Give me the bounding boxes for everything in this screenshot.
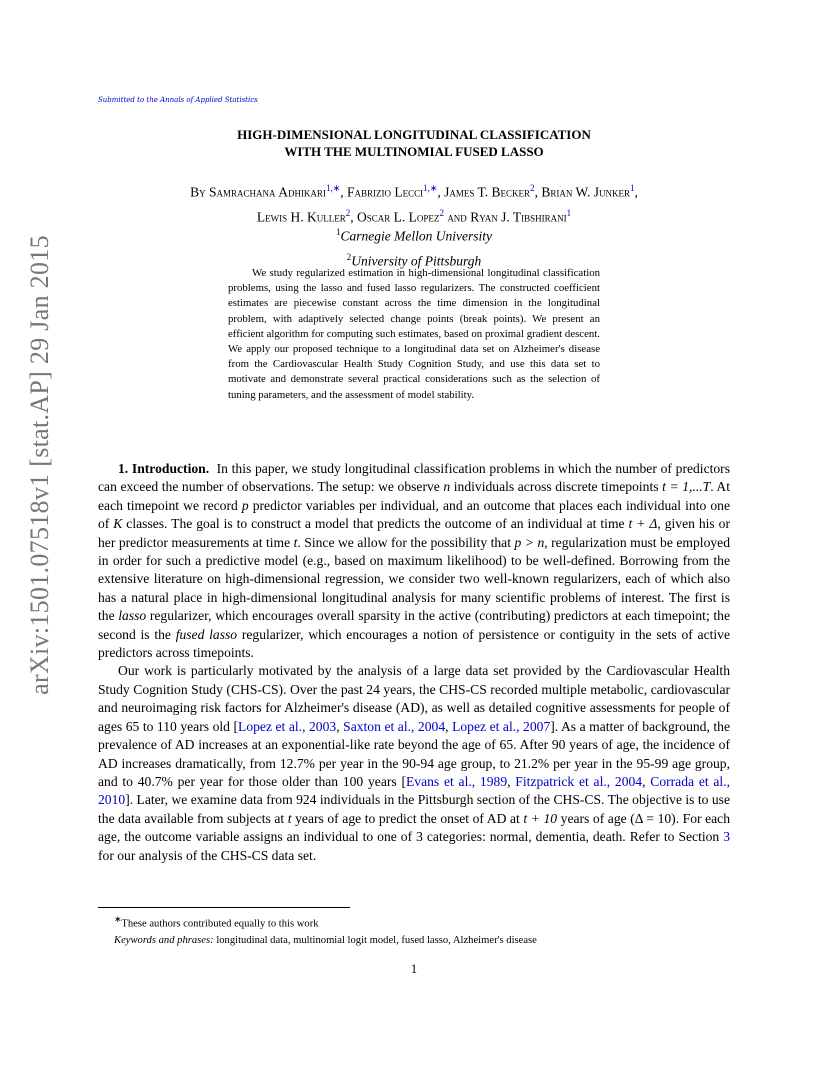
section-heading: 1. Introduction. — [118, 461, 210, 476]
footnote-rule — [98, 907, 350, 908]
author-affil-mark[interactable]: 1,∗ — [423, 183, 438, 193]
paper-title — [98, 126, 730, 160]
author-name: Samrachana Adhikari — [209, 184, 326, 200]
citation-link[interactable]: Fitzpatrick et al., 2004 — [515, 773, 643, 789]
and-label: and — [447, 209, 467, 224]
author-name: Oscar L. Lopez — [357, 209, 440, 224]
citation-link[interactable]: Lopez et al., 2003 — [238, 718, 337, 734]
intro-section — [98, 460, 730, 865]
author-name: James T. Becker — [444, 184, 531, 200]
citation-link[interactable]: Corrada et al., 2010 — [98, 773, 730, 808]
submitted-note[interactable]: Submitted to the Annals of Applied Statistics — [98, 96, 258, 104]
arxiv-id[interactable]: arXiv:1501.07518v1 [stat.AP] 29 Jan 2015 — [25, 235, 54, 695]
author-affil-mark[interactable]: 1 — [566, 207, 572, 218]
intro-paragraph-2: Our work is particularly motivated by the analysis of a large data set provided by the Cardiovascular Health Study Cognition Study (CHS-CS). Over the past 24 years, the CHS-CS recorded multiple metabolic, cardiovascular and neuroimaging risk factors for Alzheimer's disease (AD), as well as detailed cognitive assessments for people of ages 65 to 110 years old [Lopez et al., 2003, Saxton et al., 2004, Lopez et al., 2007]. As a matter of background, the prevalence of AD increases at an exponential-like rate beyond the age of 65. After 90 years of age, the incidence of AD increases dramatically, from 12.7% per year in the 90-94 age group, to 21.2% per year in the 95-99 age group, and to 40.7% per year for those older than 100 years [Evans et al., 1989, Fitzpatrick et al., 2004, Corrada et al., 2010]. Later, we examine data from 924 individuals in the Pittsburgh section of the CHS-CS. The objective is to use the data available from subjects at t years of age to predict the onset of AD at t + 10 years of age (Δ = 10). For each age, the outcome variable assigns an individual to one of 3 categories: normal, dementia, death. Refer to Section 3 for our analysis of the CHS-CS data set. — [98, 663, 731, 863]
affiliation-2: $^2$University of Pittsburgh — [346, 251, 482, 268]
intro-paragraph-1: 1. Introduction. In this paper, we study longitudinal classification problems in which the number of predictors can exceed the number of observations. The setup: we observe n individuals across discrete timepoints t = 1,...T. At each timepoint we record p predictor variables per individual, and an outcome that places each individual into one of K classes. The goal is to construct a model that predicts the outcome of an individual at time t + Δ, given his or her predictor measurements at time t. Since we allow for the possibility that p > n, regularization must be employed in order for such a predictive model (e.g., based on maximum likelihood) to be well-defined. Borrowing from the extensive literature on high-dimensional regression, we consider two well-known regularizers, each of which also has a natural place in high-dimensional longitudinal analysis for many scientific problems of interest. The first is the lasso regularizer, which encourages overall sparsity in the active (contributing) predictors at each timepoint; the second is the fused lasso regularizer, which encourages a notion of persistence or contiguity in the sets of active predictors across timepoints. — [98, 461, 731, 661]
citation-link[interactable]: Lopez et al., 2007 — [452, 718, 551, 734]
author-affil-mark[interactable]: 1,∗ — [325, 183, 341, 193]
author-list: By Samrachana Adhikari$^{1,∗}$, Fabrizio Lecci$^{1,∗}$, James T. Becker$^2$, Brian W. Junker$^1$, Lewis H. Kuller$^2$, Oscar L. Lopez$^2$ and Ryan J. Tibshirani$^1$ — [190, 183, 638, 224]
section-link[interactable]: 3 — [723, 829, 730, 845]
title-line-2: WITH THE MULTINOMIAL FUSED LASSO — [284, 144, 544, 159]
title-line-1: HIGH-DIMENSIONAL LONGITUDINAL CLASSIFICATION — [237, 127, 591, 142]
author-affil-mark[interactable]: 2 — [439, 207, 444, 218]
author-name: Fabrizio Lecci — [346, 184, 424, 200]
author-name: Lewis H. Kuller — [256, 209, 346, 224]
affiliations — [98, 222, 730, 271]
footnotes — [114, 911, 714, 949]
author-name: Brian W. Junker — [541, 184, 630, 200]
page-number: 1 — [410, 962, 418, 976]
by-label: By — [190, 184, 206, 200]
author-name: Ryan J. Tibshirani — [470, 209, 567, 224]
citation-link[interactable]: Saxton et al., 2004 — [343, 718, 446, 734]
affiliation-1: $^1$Carnegie Mellon University — [336, 227, 492, 244]
author-affil-mark[interactable]: 2 — [530, 183, 535, 193]
author-affil-mark[interactable]: 1 — [629, 183, 635, 193]
footnote-keywords: Keywords and phrases: longitudinal data, multinomial logit model, fused lasso, Alzheimer's disease — [114, 934, 537, 946]
footnote-equal-contribution: ∗These authors contributed equally to this work — [114, 914, 319, 930]
abstract: We study regularized estimation in high-dimensional longitudinal classification problems, using the lasso and fused lasso regularizers. The constructed coefficient estimates are piecewise constant across the time dimension in the longitudinal problem, with adaptively selected change points (break points). We present an efficient algorithm for computing such estimates, based on proximal gradient descent. We apply our proposed technique to a longitudinal data set on Alzheimer's disease from the Cardiovascular Health Study Cognition Study, and use this data set to motivate and demonstrate several practical considerations such as the selection of tuning parameters, and the assessment of model stability. — [228, 267, 600, 401]
author-affil-mark[interactable]: 2 — [345, 207, 351, 218]
citation-link[interactable]: Evans et al., 1989 — [405, 773, 508, 789]
